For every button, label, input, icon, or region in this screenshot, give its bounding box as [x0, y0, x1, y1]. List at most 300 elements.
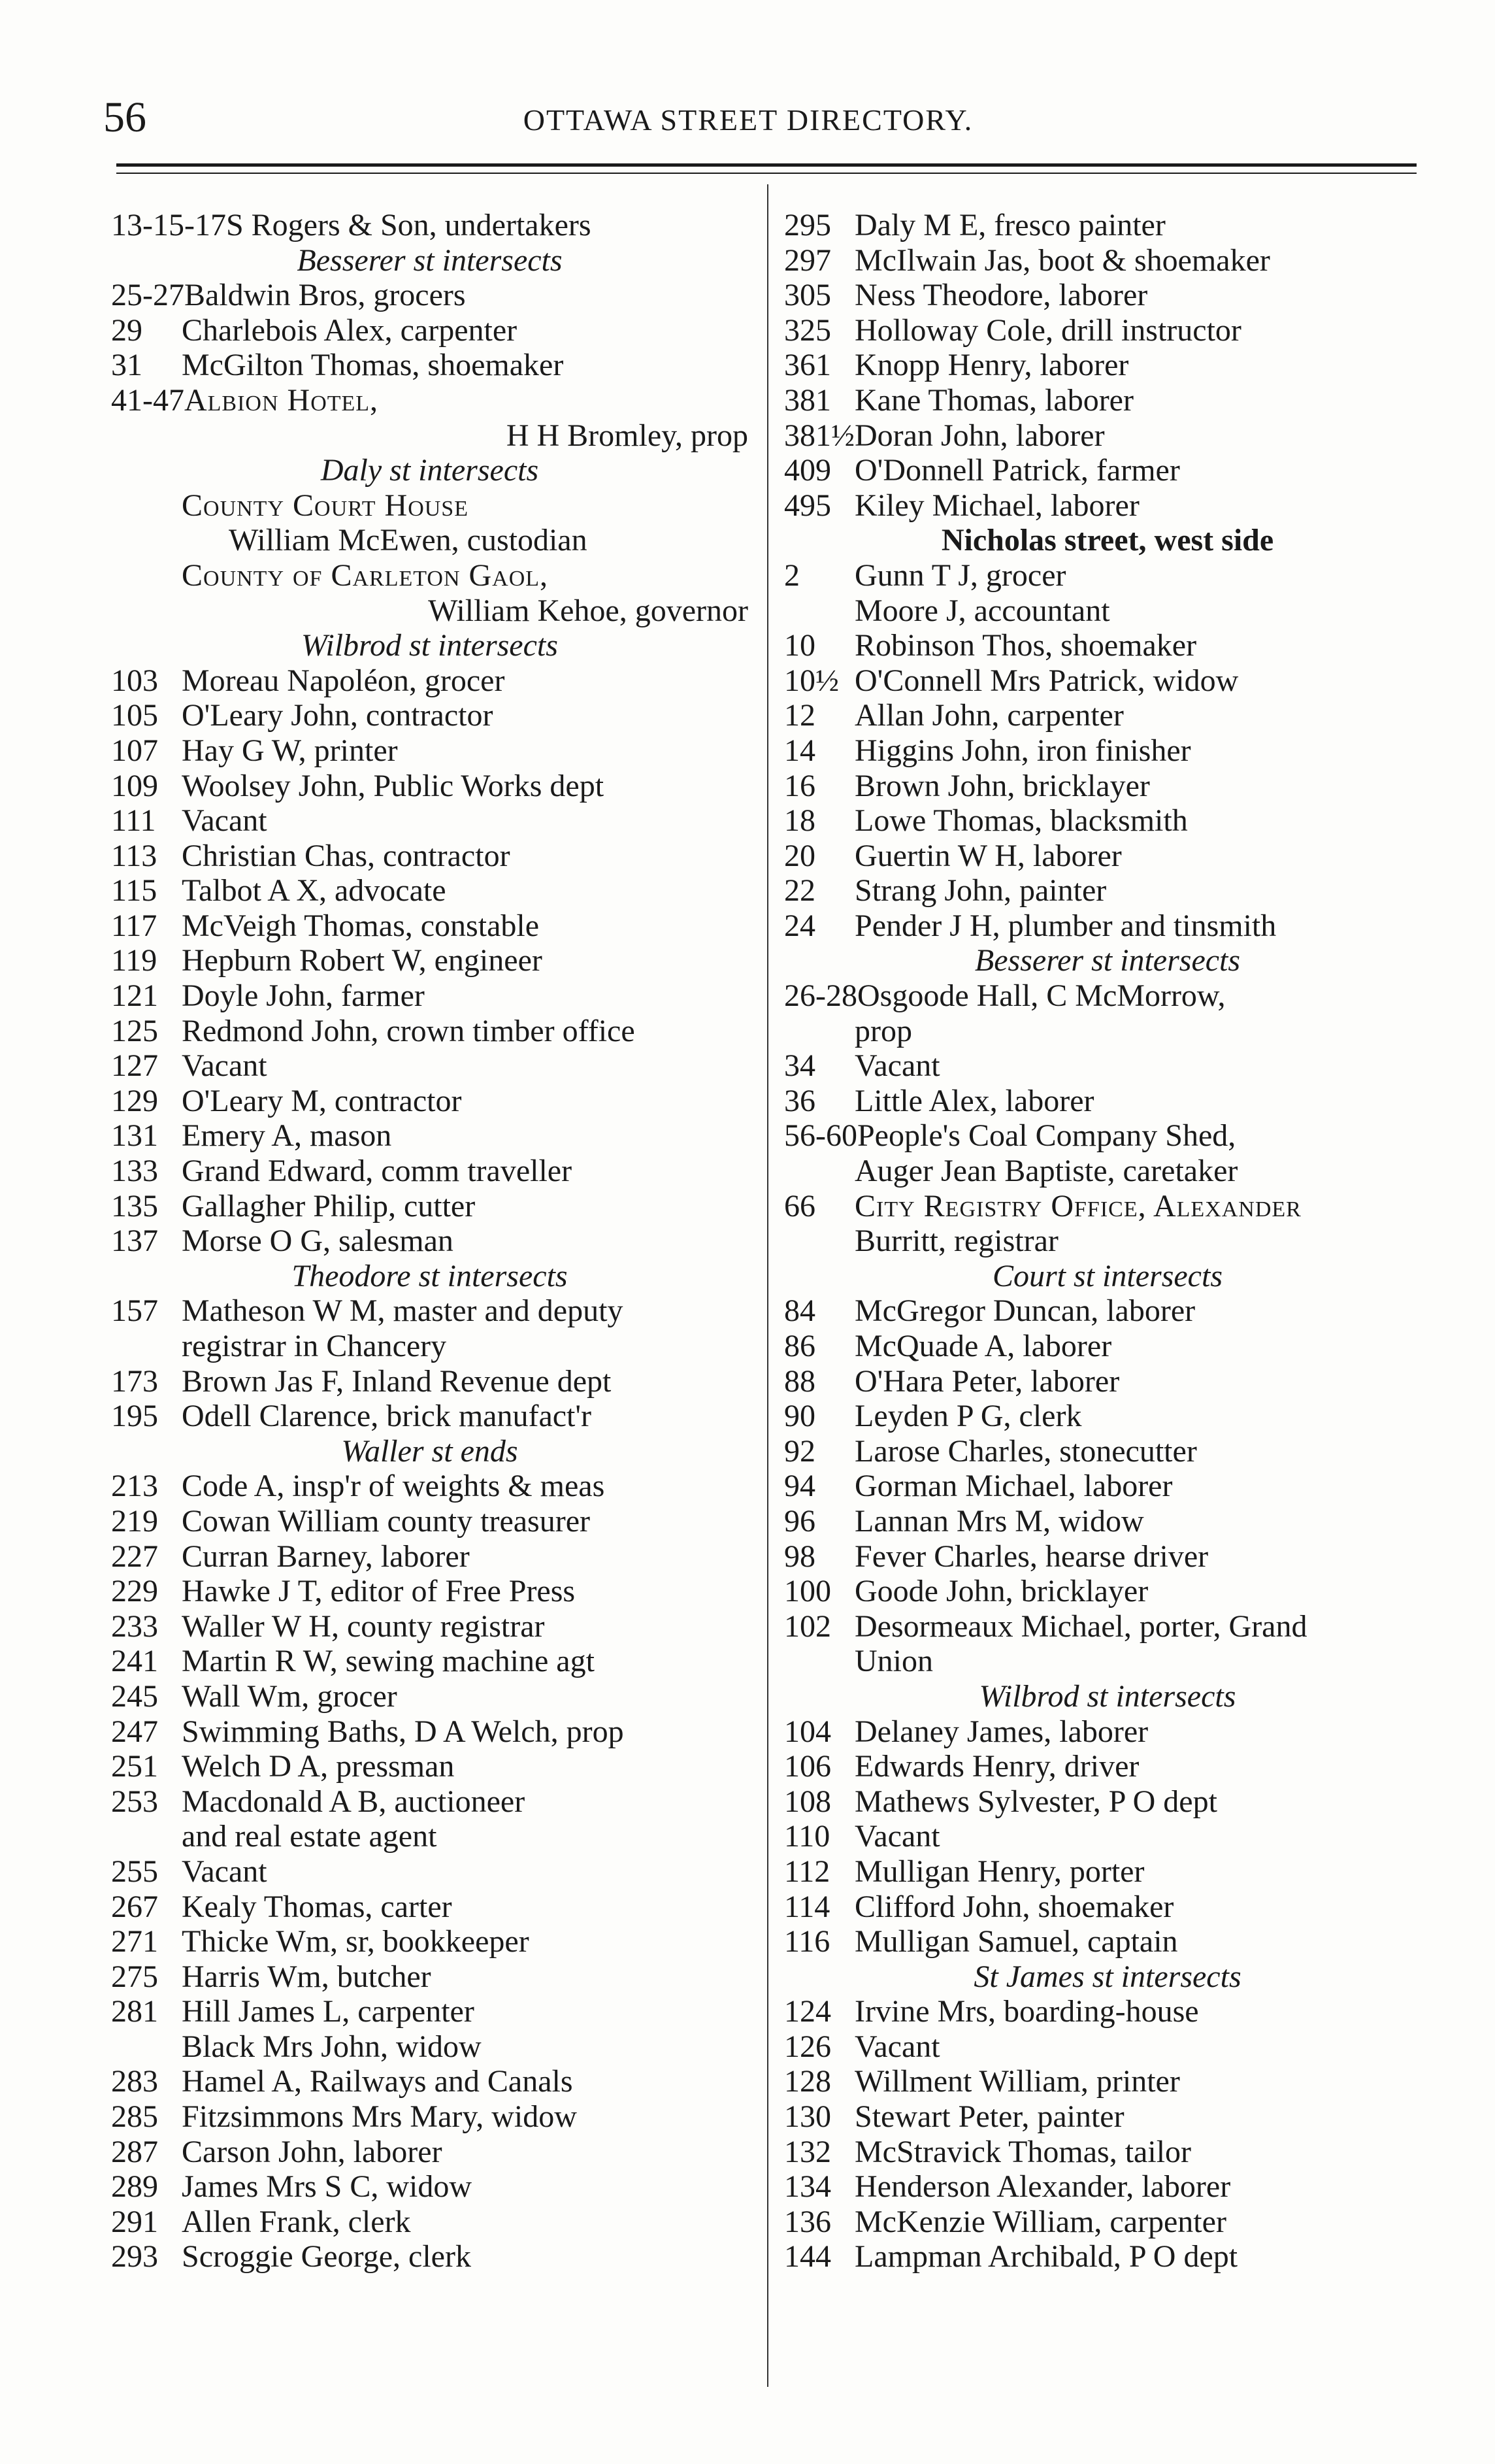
resident-name: McIlwain Jas, boot & shoemaker [855, 242, 1270, 278]
entry-text: and real estate agent [182, 1819, 437, 1854]
directory-entry [111, 1644, 748, 1679]
resident-name: Lannan Mrs M, widow [855, 1503, 1144, 1539]
resident-name: Vacant [855, 2029, 940, 2064]
house-number: 305 [784, 278, 831, 313]
page-header [98, 92, 1398, 144]
street-intersection-heading [784, 523, 1431, 558]
resident-name: Emery A, mason [182, 1118, 392, 1154]
house-number: 128 [784, 2064, 831, 2099]
heading-text: Daly st intersects [320, 453, 539, 488]
house-number: 115 [111, 873, 157, 908]
house-number: 94 [784, 1469, 815, 1504]
directory-entry [111, 383, 748, 418]
directory-entry [111, 1854, 748, 1890]
resident-name: Higgins John, iron finisher [855, 733, 1191, 768]
resident-name: Martin R W, sewing machine agt [182, 1644, 595, 1679]
resident-name: Vacant [182, 1854, 267, 1889]
house-number: 26-28 [784, 978, 857, 1014]
directory-entry [111, 2239, 748, 2274]
directory-entry [784, 383, 1431, 418]
directory-entry [784, 1434, 1431, 1469]
entry-text: H H Bromley, prop [506, 418, 748, 453]
house-number: 20 [784, 838, 815, 873]
house-number: 135 [111, 1188, 158, 1224]
resident-name: Charlebois Alex, carpenter [182, 312, 518, 348]
directory-entry [111, 1118, 748, 1154]
resident-name: Fever Charles, hearse driver [855, 1539, 1209, 1574]
resident-name: Baldwin Bros, grocers [184, 278, 466, 313]
resident-name: Clifford John, shoemaker [855, 1889, 1174, 1924]
house-number: 16 [784, 768, 815, 803]
house-number: 84 [784, 1293, 815, 1329]
resident-name: Holloway Cole, drill instructor [855, 312, 1241, 348]
house-number: 110 [784, 1819, 830, 1854]
directory-entry [784, 698, 1431, 733]
resident-name: Welch D A, pressman [182, 1749, 455, 1784]
directory-entry [784, 348, 1431, 383]
house-number: 173 [111, 1363, 158, 1399]
street-intersection-heading [784, 1959, 1431, 1995]
directory-entry [784, 1714, 1431, 1750]
continuation-line [784, 1644, 1431, 1679]
heading-text: Besserer st intersects [297, 242, 563, 278]
directory-entry [111, 278, 748, 313]
street-intersection-heading [111, 628, 748, 663]
directory-entry [784, 243, 1431, 278]
resident-name: Moreau Napoléon, grocer [182, 663, 505, 698]
house-number: 130 [784, 2099, 831, 2135]
directory-entry [784, 2099, 1431, 2135]
entry-text: William McEwen, custodian [229, 523, 587, 558]
directory-entry [111, 2135, 748, 2170]
entry-text: Burritt, registrar [855, 1224, 1059, 1259]
directory-entry [111, 2205, 748, 2240]
resident-name: McVeigh Thomas, constable [182, 908, 540, 943]
directory-entry [111, 1994, 748, 2029]
house-number: 131 [111, 1118, 158, 1154]
street-intersection-heading [784, 943, 1431, 978]
continuation-line [111, 593, 748, 629]
house-number: 14 [784, 733, 815, 768]
heading-text: Court st intersects [992, 1258, 1223, 1293]
directory-entry [784, 1469, 1431, 1504]
house-number: 111 [111, 803, 156, 839]
resident-name: Waller W H, county registrar [182, 1608, 545, 1644]
house-number: 119 [111, 943, 157, 978]
house-number: 121 [111, 978, 158, 1014]
house-number: 112 [784, 1854, 830, 1889]
directory-entry [784, 908, 1431, 944]
resident-name: Larose Charles, stonecutter [855, 1433, 1197, 1469]
directory-entry [111, 2099, 748, 2135]
directory-entry [111, 1224, 748, 1259]
directory-entry [784, 803, 1431, 839]
house-number: 245 [111, 1678, 158, 1714]
directory-entry [111, 1890, 748, 1925]
resident-name: Hamel A, Railways and Canals [182, 2064, 573, 2099]
house-number: 157 [111, 1293, 158, 1329]
resident-name: Brown John, bricklayer [855, 768, 1150, 803]
resident-name: Code A, insp'r of weights & meas [182, 1469, 605, 1504]
house-number: 116 [784, 1924, 830, 1959]
resident-name: Hepburn Robert W, engineer [182, 943, 542, 978]
house-number: 251 [111, 1749, 158, 1784]
continuation-line [111, 418, 748, 454]
directory-entry [784, 873, 1431, 908]
resident-name: McStravick Thomas, tailor [855, 2134, 1192, 2169]
house-number: 103 [111, 663, 158, 698]
directory-entry [784, 208, 1431, 243]
house-number: 381½ [784, 418, 855, 453]
house-number: 126 [784, 2029, 831, 2064]
directory-entry [784, 733, 1431, 769]
heading-text: Wilbrod st intersects [979, 1678, 1236, 1714]
house-number: 219 [111, 1503, 158, 1539]
house-number: 144 [784, 2239, 831, 2274]
house-number: 25-27 [111, 278, 184, 313]
directory-entry [784, 1994, 1431, 2029]
resident-name: Gorman Michael, laborer [855, 1469, 1173, 1504]
resident-name: Talbot A X, advocate [182, 873, 446, 908]
right-column [784, 208, 1431, 2274]
street-intersection-heading [111, 1434, 748, 1469]
house-number: 36 [784, 1083, 815, 1118]
directory-entry [111, 1574, 748, 1609]
directory-entry [784, 488, 1431, 524]
resident-name: City Registry Office, Alexander [855, 1188, 1302, 1224]
house-number: 227 [111, 1539, 158, 1574]
house-number: 104 [784, 1714, 831, 1749]
street-intersection-heading [784, 1679, 1431, 1714]
continuation-line [784, 1014, 1431, 1049]
resident-name: Allan John, carpenter [855, 698, 1124, 733]
house-number: 127 [111, 1048, 158, 1084]
resident-name: Stewart Peter, painter [855, 2099, 1125, 2135]
resident-name: Albion Hotel, [184, 382, 379, 418]
directory-entry [111, 1469, 748, 1504]
directory-entry [784, 628, 1431, 663]
directory-entry [111, 1014, 748, 1049]
street-intersection-heading [111, 1259, 748, 1294]
resident-name: O'Hara Peter, laborer [855, 1363, 1120, 1399]
resident-name: Fitzsimmons Mrs Mary, widow [182, 2099, 577, 2135]
heading-text: Nicholas street, west side [941, 523, 1274, 558]
entry-text: Auger Jean Baptiste, caretaker [855, 1154, 1238, 1189]
resident-name: Guertin W H, laborer [855, 838, 1122, 873]
resident-name: Vacant [182, 1048, 267, 1084]
continuation-line [111, 1819, 748, 1854]
house-number: 10½ [784, 663, 839, 698]
directory-entry [784, 1609, 1431, 1644]
house-number: 100 [784, 1574, 831, 1609]
house-number: 31 [111, 348, 142, 383]
directory-entry [111, 1048, 748, 1084]
directory-entry [111, 908, 748, 944]
resident-name: Little Alex, laborer [855, 1083, 1094, 1118]
resident-name: Irvine Mrs, boarding-house [855, 1994, 1199, 2029]
directory-entry [784, 1890, 1431, 1925]
resident-name: O'Leary John, contractor [182, 698, 493, 733]
heading-text: Waller st ends [341, 1433, 518, 1469]
entry-text: County of Carleton Gaol, [182, 558, 549, 593]
header-rule-thin [116, 173, 1417, 174]
house-number: 409 [784, 453, 831, 488]
house-number: 283 [111, 2064, 158, 2099]
resident-name: Vacant [855, 1048, 940, 1084]
directory-entry [111, 348, 748, 383]
directory-entry [111, 698, 748, 733]
continuation-line [111, 523, 748, 558]
resident-name: Vacant [182, 803, 267, 839]
resident-name: Christian Chas, contractor [182, 838, 510, 873]
house-number: 495 [784, 488, 831, 523]
resident-name: Robinson Thos, shoemaker [855, 628, 1197, 663]
directory-entry [784, 663, 1431, 699]
house-number: 285 [111, 2099, 158, 2135]
house-number: 275 [111, 1959, 158, 1994]
heading-text: Besserer st intersects [974, 943, 1241, 978]
directory-entry [111, 839, 748, 874]
resident-name: Grand Edward, comm traveller [182, 1154, 572, 1189]
heading-text: Wilbrod st intersects [301, 628, 558, 663]
house-number: 136 [784, 2204, 831, 2239]
house-number: 289 [111, 2169, 158, 2205]
directory-entry [111, 1539, 748, 1574]
house-number: 106 [784, 1749, 831, 1784]
house-number: 113 [111, 838, 157, 873]
house-number: 287 [111, 2134, 158, 2169]
directory-entry [111, 1399, 748, 1434]
house-number: 117 [111, 908, 157, 943]
entry-text: registrar in Chancery [182, 1329, 447, 1363]
directory-entry [111, 803, 748, 839]
house-number: 56-60 [784, 1118, 857, 1154]
resident-name: Carson John, laborer [182, 2134, 442, 2169]
directory-entry [111, 1154, 748, 1189]
street-intersection-heading [784, 1259, 1431, 1294]
directory-entry [784, 1749, 1431, 1784]
house-number: 105 [111, 698, 158, 733]
house-number: 13-15-17 [111, 208, 226, 242]
house-number: 22 [784, 873, 815, 908]
house-number: 108 [784, 1784, 831, 1819]
directory-entry [784, 2205, 1431, 2240]
house-number: 247 [111, 1714, 158, 1749]
house-number: 2 [784, 558, 800, 593]
house-number: 29 [111, 312, 142, 348]
directory-entry [111, 733, 748, 769]
continuation-line [784, 1154, 1431, 1189]
house-number: 24 [784, 908, 815, 943]
house-number: 129 [111, 1083, 158, 1118]
house-number: 109 [111, 768, 158, 803]
house-number: 295 [784, 208, 831, 242]
directory-entry [784, 278, 1431, 313]
resident-name: Willment William, printer [855, 2064, 1180, 2099]
resident-name: O'Connell Mrs Patrick, widow [855, 663, 1239, 698]
directory-entry [111, 1679, 748, 1714]
resident-name: Scroggie George, clerk [182, 2239, 471, 2274]
directory-entry [111, 663, 748, 699]
directory-entry [784, 2064, 1431, 2099]
heading-text: Theodore st intersects [291, 1258, 568, 1293]
house-number: 267 [111, 1889, 158, 1924]
house-number: 132 [784, 2134, 831, 2169]
resident-name: Redmond John, crown timber office [182, 1013, 635, 1048]
directory-entry [784, 1364, 1431, 1399]
street-intersection-heading [111, 243, 748, 278]
resident-name: O'Leary M, contractor [182, 1083, 462, 1118]
directory-entry [111, 873, 748, 908]
directory-entry [111, 1959, 748, 1995]
directory-entry [784, 1539, 1431, 1574]
resident-name: Matheson W M, master and deputy [182, 1293, 623, 1329]
directory-entry [111, 978, 748, 1014]
directory-entry [784, 2169, 1431, 2205]
resident-name: Delaney James, laborer [855, 1714, 1149, 1749]
resident-name: S Rogers & Son, undertakers [225, 208, 591, 242]
house-number: 41-47 [111, 382, 184, 418]
resident-name: McKenzie William, carpenter [855, 2204, 1226, 2239]
resident-name: McQuade A, laborer [855, 1329, 1112, 1363]
resident-name: Hay G W, printer [182, 733, 398, 768]
entry-text: prop [855, 1013, 912, 1048]
resident-name: McGilton Thomas, shoemaker [182, 348, 564, 383]
resident-name: Mulligan Henry, porter [855, 1854, 1145, 1889]
resident-name: Brown Jas F, Inland Revenue dept [182, 1363, 612, 1399]
resident-name: Macdonald A B, auctioneer [182, 1784, 525, 1819]
directory-entry [784, 1819, 1431, 1854]
directory-entry [784, 1084, 1431, 1119]
directory-entry [784, 1854, 1431, 1890]
entry-text: William Kehoe, governor [428, 593, 748, 628]
resident-name: Vacant [855, 1819, 940, 1854]
directory-entry [784, 558, 1431, 593]
directory-entry [784, 2029, 1431, 2065]
resident-name: Osgoode Hall, C McMorrow, [857, 978, 1226, 1014]
house-number: 98 [784, 1539, 815, 1574]
house-number: 92 [784, 1433, 815, 1469]
directory-entry [111, 1784, 748, 1820]
directory-entry [784, 1118, 1431, 1154]
directory-entry [784, 2135, 1431, 2170]
directory-entry [784, 453, 1431, 488]
directory-entry [111, 1714, 748, 1750]
directory-entry [111, 769, 748, 804]
house-number: 12 [784, 698, 815, 733]
house-number: 34 [784, 1048, 815, 1084]
directory-entry [111, 1364, 748, 1399]
house-number: 86 [784, 1329, 815, 1363]
resident-name: Lowe Thomas, blacksmith [855, 803, 1188, 839]
house-number: 381 [784, 382, 831, 418]
directory-entry [784, 313, 1431, 348]
directory-entry [111, 1609, 748, 1644]
resident-name: Goode John, bricklayer [855, 1574, 1149, 1609]
resident-name: Desormeaux Michael, porter, Grand [855, 1608, 1307, 1644]
house-number: 125 [111, 1013, 158, 1048]
house-number: 297 [784, 242, 831, 278]
resident-name: Woolsey John, Public Works dept [182, 768, 604, 803]
resident-name: Henderson Alexander, laborer [855, 2169, 1231, 2205]
resident-name: Doran John, laborer [855, 418, 1105, 453]
continuation-line [111, 1329, 748, 1364]
directory-entry [111, 1084, 748, 1119]
entry-text: Black Mrs John, widow [182, 2029, 482, 2064]
house-number: 361 [784, 348, 831, 383]
house-number: 291 [111, 2204, 158, 2239]
directory-entry [784, 1189, 1431, 1224]
resident-name: Wall Wm, grocer [182, 1678, 397, 1714]
directory-entry [784, 1504, 1431, 1539]
house-number: 133 [111, 1154, 158, 1189]
house-number: 213 [111, 1469, 158, 1504]
house-number: 10 [784, 628, 815, 663]
resident-name: Mulligan Samuel, captain [855, 1924, 1178, 1959]
house-number: 90 [784, 1399, 815, 1434]
resident-name: Mathews Sylvester, P O dept [855, 1784, 1217, 1819]
directory-entry [784, 839, 1431, 874]
directory-entry [784, 1574, 1431, 1609]
resident-name: Curran Barney, laborer [182, 1539, 470, 1574]
resident-name: Ness Theodore, laborer [855, 278, 1148, 313]
resident-name: Allen Frank, clerk [182, 2204, 411, 2239]
resident-name: Gallagher Philip, cutter [182, 1188, 476, 1224]
street-intersection-heading [111, 453, 748, 488]
house-number: 195 [111, 1399, 158, 1434]
house-number: 114 [784, 1889, 830, 1924]
continuation-line [784, 1224, 1431, 1259]
house-number: 66 [784, 1188, 815, 1224]
continuation-line [111, 2029, 748, 2065]
directory-entry [111, 943, 748, 978]
directory-entry [784, 1048, 1431, 1084]
entry-text: Union [855, 1644, 933, 1679]
resident-name: Kiley Michael, laborer [855, 488, 1140, 523]
house-number: 255 [111, 1854, 158, 1889]
resident-name: Strang John, painter [855, 873, 1107, 908]
house-number: 229 [111, 1574, 158, 1609]
house-number: 253 [111, 1784, 158, 1819]
resident-name: McGregor Duncan, laborer [855, 1293, 1196, 1329]
resident-name: James Mrs S C, widow [182, 2169, 472, 2205]
house-number: 96 [784, 1503, 815, 1539]
house-number: 18 [784, 803, 815, 839]
resident-name: People's Coal Company Shed, [857, 1118, 1236, 1154]
directory-entry [784, 1399, 1431, 1434]
resident-name: Morse O G, salesman [182, 1224, 453, 1259]
resident-name: Leyden P G, clerk [855, 1399, 1082, 1434]
header-rule-thick [116, 163, 1417, 167]
resident-name: Kealy Thomas, carter [182, 1889, 452, 1924]
house-number: 88 [784, 1363, 815, 1399]
resident-name: Hill James L, carpenter [182, 1994, 474, 2029]
resident-name: Swimming Baths, D A Welch, prop [182, 1714, 624, 1749]
directory-entry [111, 1749, 748, 1784]
resident-name: Odell Clarence, brick manufact'r [182, 1399, 592, 1434]
house-number: 325 [784, 312, 831, 348]
directory-entry [784, 418, 1431, 454]
directory-entry [784, 2239, 1431, 2274]
house-number: 134 [784, 2169, 831, 2205]
resident-name: Daly M E, fresco painter [855, 208, 1166, 242]
directory-entry [111, 1293, 748, 1329]
column-divider [767, 184, 768, 2387]
directory-entry [111, 208, 748, 243]
resident-name: Doyle John, farmer [182, 978, 425, 1014]
page-number: 56 [103, 93, 146, 141]
directory-entry [784, 1293, 1431, 1329]
